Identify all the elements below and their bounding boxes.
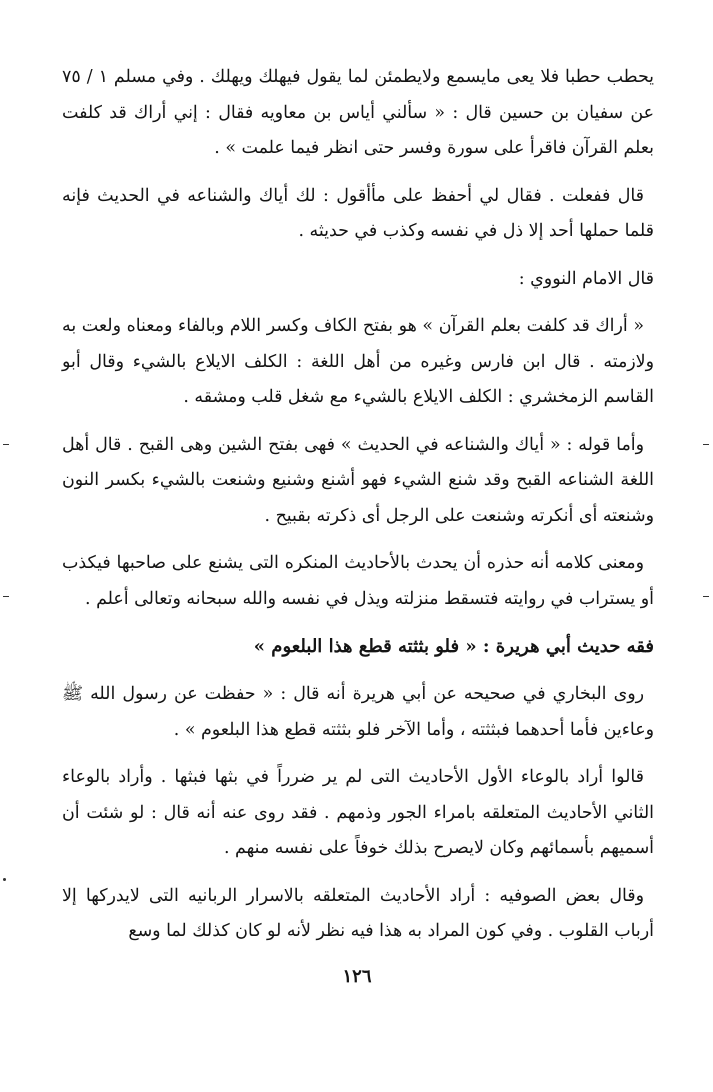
paragraph-9: وقال بعض الصوفيه : أراد الأحاديث المتعلقه بالاسرار الربانيه التى لايدركها إلا أرباب القلوب . وفي كون المراد به هذا فيه نظر لأنه لو كان كذلك لما وسع <box>62 885 654 941</box>
scan-edge-mark <box>3 444 9 445</box>
book-page <box>62 60 654 962</box>
paragraph-3: قال الامام النووي : <box>518 268 654 289</box>
scan-edge-mark <box>703 444 709 445</box>
paragraph-6: ومعنى كلامه أنه حذره أن يحدث بالأحاديث المنكره التى يشنع على صاحبها فيكذب أو يستراب في روايته فتسقط منزلته ويذل في نفسه والله سبحانه وتعالى أعلم . <box>62 553 654 609</box>
paragraph-2: قال ففعلت . فقال لي أحفظ على مأأقول : لك أياك والشناعه في الحديث فإنه قلما حملها أحد إلا ذل في نفسه وكذب في حديثه . <box>62 185 654 241</box>
page-number: ١٢٦ <box>342 966 372 987</box>
paragraph-5: وأما قوله : « أياك والشناعه في الحديث » فهى بفتح الشين وهى القبح . قال أهل اللغة الشناعه القبح وقد شنع الشيء فهو أشنع وشنيع وشنعت بالشيء بكسر النون وشنعته أى أنكرته وشنعت على الرجل أى ذكرته بقبيح . <box>62 434 654 526</box>
scan-edge-mark <box>703 596 709 597</box>
scan-edge-mark <box>3 596 9 597</box>
paragraph-4: « أراك قد كلفت بعلم القرآن » هو بفتح الكاف وكسر اللام وبالفاء ومعناه ولعت به ولازمته . قال ابن فارس وغيره من أهل اللغة : الكلف الايلاع بالشيء وقال أبو القاسم الزمخشري : الكلف الايلاع بالشيء مع شغل قلب ومشقه . <box>62 316 654 407</box>
paragraph-7: روى البخاري في صحيحه عن أبي هريرة أنه قال : « حفظت عن رسول الله ﷺ وعاءين فأما أحدهما فبثثته ، وأما الآخر فلو بثثته قطع هذا البلعوم » . <box>62 684 654 740</box>
scan-edge-dot <box>3 878 6 881</box>
paragraph-8: قالوا أراد بالوعاء الأول الأحاديث التى لم ير ضرراً في بثها فبثها . وأراد بالوعاء الثاني الأحاديث المتعلقه بامراء الجور وذمهم . فقد روى عنه أنه قال : لو شئت أن أسميهم بأسمائهم وكان لايصرح بذلك خوفاً على نفسه منهم . <box>62 767 654 858</box>
paragraph-1: يحطب حطبا فلا يعى مايسمع ولايطمئن لما يقول فيهلك ويهلك . وفي مسلم ١ / ٧٥ عن سفيان بن حسين قال : « سألني أياس بن معاويه فقال : إني أراك قد كلفت بعلم القرآن فاقرأ على سورة وفسر حتى انظر فيما علمت » . <box>62 67 655 158</box>
section-heading: فقه حديث أبي هريرة : « فلو بثثته قطع هذا البلعوم » <box>253 636 654 657</box>
